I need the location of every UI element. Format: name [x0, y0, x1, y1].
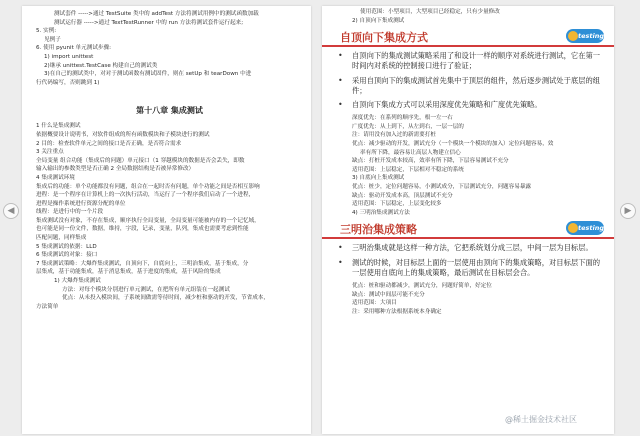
testing-logo-icon	[568, 31, 578, 41]
text-line: 1 什么是集成测试	[36, 123, 81, 130]
text-line: 方法简单	[36, 303, 59, 310]
text-line: 行代码编写，否则跳到 1)	[36, 79, 100, 86]
text-line: 优点：桩少，定位问题容易，小测试成分，下层测试充分，问题容易暴露	[352, 183, 532, 190]
text-line: 5. 实例:	[36, 28, 57, 35]
right-bottom-lines	[334, 282, 604, 316]
next-page-arrow[interactable]: ▶	[620, 203, 636, 219]
section-header-sandwich	[322, 220, 614, 239]
text-line: 线程：是进行中的一个片段	[36, 209, 104, 216]
text-line: 测试套件 ----->通过 TestSuite 类中的 addTest 方法将测试用例中的测试函数加载	[54, 11, 259, 17]
testing-badge	[566, 29, 604, 43]
text-line: 适用范围：上层稳定，下层相对不稳定的系统	[352, 166, 464, 173]
testing-logo-icon	[568, 223, 578, 233]
text-line: 7 集成测试策略：大爆炸集成测试，自顶向下，自底向上，三明治集成，基于集成，分	[36, 260, 249, 267]
text-line: 适用范围：下层稳定，上层变化较多	[352, 201, 442, 208]
left-top-lines	[36, 10, 303, 87]
text-line: 进程是操作系统进行资源分配的单位	[36, 200, 126, 207]
top-down-bullets	[334, 51, 604, 110]
text-line: 优点：从未投入模块间，子系统间做需等待时间，减少桩和驱动的开发，节省成本，	[62, 295, 269, 302]
text-line: 6. 使用 pyunit 单元测试步骤:	[36, 45, 112, 52]
section-header-top-down	[322, 28, 614, 47]
text-line: 优点：桩和驱动都减少，测试充分，问题好简单，好定位	[352, 282, 492, 289]
text-line: 缺点：驱动开发成本高，顶层测试不充分	[352, 192, 453, 199]
text-line: 3) 自底向上集成测试	[352, 175, 405, 182]
text-line: 1) 大爆炸集成测试	[54, 278, 101, 285]
text-line: 优点：减少驱动的开发，测试充分（一个模块一个模块的加入）定位问题容易，效	[352, 140, 554, 147]
previous-page-arrow[interactable]: ◀	[3, 203, 19, 219]
text-line: 匹配问题，同样集成	[36, 235, 87, 242]
sandwich-bullets	[334, 243, 604, 278]
bullet-point: • 采用自顶向下的集成测试首先集中于顶层的组件，然后逐步测试处于底层的组件；	[334, 76, 604, 96]
text-line: 6 集成测试的对象：接口	[36, 252, 98, 259]
bullet-point: • 测试的时候，对目标层上面的一层使用由顶向下的集成策略，对目标层下面的一层使用自底向上的集成策略，最后测试在目标层会合。	[334, 258, 604, 278]
watermark: @稀土掘金技术社区	[505, 415, 577, 424]
text-line: 进程：是一个程序在计算机上的一次执行活动，当运行了一个程序我们启动了一个进程，	[36, 192, 255, 199]
text-line: 适用范围：大项目	[352, 300, 397, 307]
left-document-page	[22, 6, 311, 434]
badge-label: testing	[578, 224, 604, 233]
testing-badge	[566, 221, 604, 235]
section-title-top-down: 自顶向下集成方式	[340, 31, 428, 45]
bullet-point: • 三明治集成就是这样一种方法，它把系统划分成三层，中间一层为目标层。	[334, 243, 604, 253]
badge-label: testing	[578, 32, 604, 41]
text-line: 深度优先：在系列的顺序先，根一左一右	[352, 115, 453, 122]
text-line: 缺点：测试中间层可能不充分	[352, 291, 425, 298]
right-document-page	[322, 6, 614, 434]
text-line: 4 集成测试环境	[36, 174, 75, 181]
bullet-point: • 自顶向下的集成测试策略采用了和设计一样的顺序对系统进行测试，它在第一时间内对系统的控制接口进行了验证；	[334, 51, 604, 71]
text-line: 2)继承 unittest.TestCase 构建自己的测试类	[44, 62, 158, 69]
text-line: 见例子	[44, 36, 61, 43]
text-line: 4) 三明治集成测试方法	[352, 209, 410, 216]
text-line: 3)在自己的测试类中，对对于测试函数有测试固件，则在 setUp 和 tearDown 中进	[44, 71, 252, 78]
text-line: 注：采用哪种方法根据系统本身确定	[352, 308, 442, 315]
section-title-sandwich: 三明治集成策略	[340, 223, 417, 237]
text-line: 缺点：打桩开发成本较高，效率有所下降，下层容易测试不充分	[352, 158, 509, 165]
chapter-title: 第十八章 集成测试	[136, 105, 203, 116]
text-line: 注：请用没有加入过的新需要打桩	[352, 132, 436, 139]
text-line: 2) 自顶向下集成测试	[352, 17, 405, 24]
text-line: 1) import unittest	[44, 53, 94, 60]
right-middle-lines	[334, 114, 604, 217]
text-line: 2 目的：检查软件单元之间的接口是否正确，是否符合需求	[36, 140, 182, 147]
text-line: 测试运行器 ----->通过 TextTestRunner 中的 run 方法将测试套件运行起来;	[54, 19, 244, 26]
right-top-lines	[334, 8, 604, 25]
text-line: 方法：对每个模块分别进行单元测试，在把所有单元组装在一起测试	[62, 286, 230, 293]
text-line: 层集成，基于功能集成，基于消息集成，基于进度的集成，基于风险的集成	[36, 269, 221, 276]
text-line: 集成测试没有对象，不存在集成，顺序执行全局变量，全局变量可能被内存的一个记忆域，	[36, 217, 260, 224]
text-line: 输入输出的参数类型是否正确 2 全局数据结构是否被异常修改）	[36, 166, 195, 173]
left-body-lines	[36, 122, 303, 311]
text-line: 5 集成测试的依据：LLD	[36, 243, 97, 250]
text-line: 率有所下降，最容易让高层人物建立信心	[360, 149, 461, 156]
text-line: 广度优先：从上到下，从左到右，一层一层的	[352, 123, 464, 130]
text-line: 依据概要设计说明书，对软件组成的所有函数模块和子模块进行的测试	[36, 131, 210, 138]
text-line: 使用范围：小型项目，大型项目已经稳定，只有少量修改	[360, 9, 500, 15]
text-line: 也可能是同一份文件，数据，维持，字段，记录，变量，队列，集成也需要考虑到性能	[36, 226, 249, 233]
text-line: 3 关注重点	[36, 149, 64, 156]
text-line: 集成后的功能：单个功能都没有问题，组合在一起时否有问题，单个功能之间是否相互影响	[36, 183, 260, 190]
text-line: 全局变量 组合功能（集成后的问题）单元接口（1 穿越模块的数据是否会丢失，即数	[36, 157, 245, 164]
bullet-point: • 自顶向下集成方式可以采用深度优先策略和广度优先策略。	[334, 100, 604, 110]
